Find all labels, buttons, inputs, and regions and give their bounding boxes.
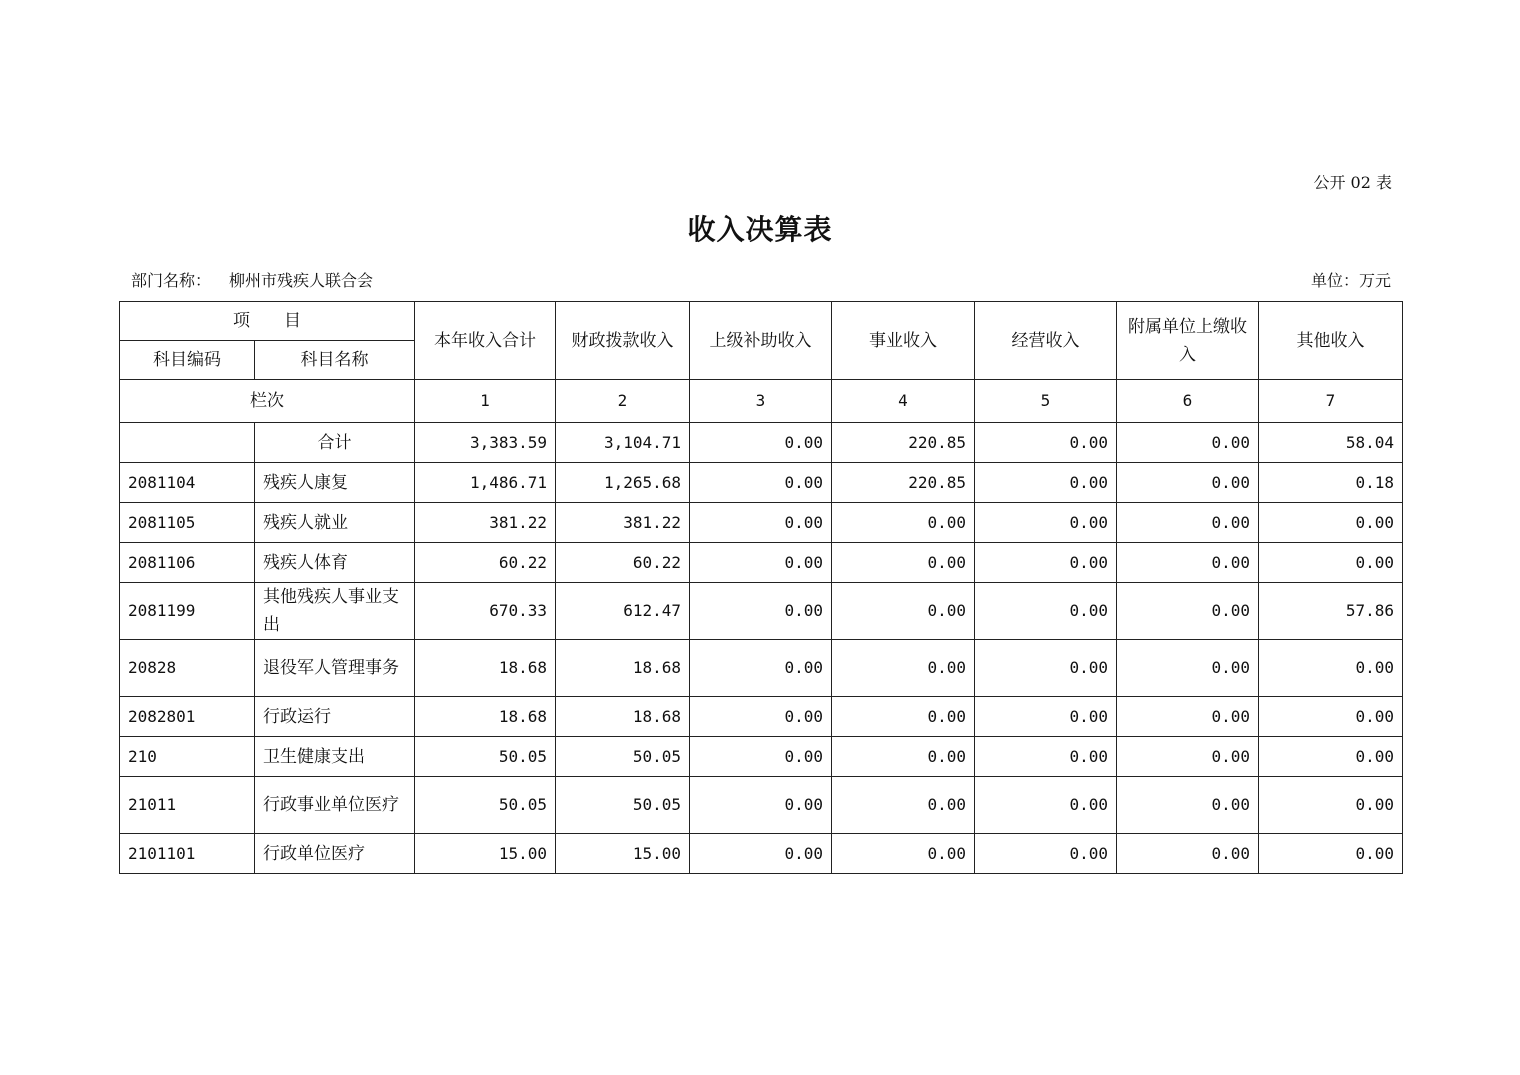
row-value: 0.00	[975, 463, 1117, 503]
index-num: 2	[556, 380, 690, 423]
row-value: 0.00	[690, 583, 832, 640]
header-name: 科目名称	[255, 341, 415, 380]
row-value: 0.00	[1117, 737, 1259, 777]
row-value: 0.00	[690, 503, 832, 543]
row-value: 0.00	[975, 834, 1117, 874]
row-code: 2082801	[120, 697, 255, 737]
header-col-superior: 上级补助收入	[690, 302, 832, 380]
row-value: 0.00	[1259, 777, 1403, 834]
row-value: 18.68	[556, 640, 690, 697]
total-value: 3,104.71	[556, 423, 690, 463]
row-value: 0.00	[1259, 737, 1403, 777]
row-code: 2101101	[120, 834, 255, 874]
row-value: 0.00	[1259, 640, 1403, 697]
page-title: 收入决算表	[687, 213, 833, 246]
total-value: 0.00	[1117, 423, 1259, 463]
row-value: 0.00	[975, 777, 1117, 834]
department-name: 柳州市残疾人联合会	[229, 271, 374, 290]
total-value: 0.00	[690, 423, 832, 463]
row-value: 0.00	[975, 697, 1117, 737]
row-value: 0.00	[690, 777, 832, 834]
table-row	[120, 640, 1403, 697]
row-value: 0.00	[832, 503, 975, 543]
index-num: 3	[690, 380, 832, 423]
row-code: 2081104	[120, 463, 255, 503]
row-value: 0.00	[1259, 503, 1403, 543]
row-value: 18.68	[415, 640, 556, 697]
row-value: 60.22	[415, 543, 556, 583]
row-value: 0.00	[1259, 543, 1403, 583]
row-value: 60.22	[556, 543, 690, 583]
header-item: 项 目	[120, 302, 415, 341]
row-name: 行政运行	[255, 697, 415, 737]
row-value: 1,265.68	[556, 463, 690, 503]
row-value: 0.00	[832, 777, 975, 834]
row-value: 0.00	[975, 583, 1117, 640]
row-value: 0.00	[832, 583, 975, 640]
row-value: 0.00	[975, 543, 1117, 583]
row-value: 0.00	[1117, 583, 1259, 640]
table-row	[120, 697, 1403, 737]
index-label: 栏次	[120, 380, 415, 423]
row-value: 50.05	[556, 777, 690, 834]
row-name: 其他残疾人事业支出	[255, 583, 415, 640]
row-value: 0.00	[1259, 834, 1403, 874]
unit-label: 单位：万元	[1310, 271, 1391, 290]
header-row-1	[120, 302, 1403, 341]
row-value: 0.00	[975, 640, 1117, 697]
form-code: 公开 02 表	[1313, 173, 1392, 192]
row-value: 0.00	[1117, 777, 1259, 834]
index-num: 4	[832, 380, 975, 423]
row-value: 0.00	[1117, 463, 1259, 503]
table-row	[120, 834, 1403, 874]
row-name: 卫生健康支出	[255, 737, 415, 777]
index-num: 1	[415, 380, 556, 423]
row-value: 0.00	[975, 503, 1117, 543]
index-num: 5	[975, 380, 1117, 423]
header-col-fiscal: 财政拨款收入	[556, 302, 690, 380]
row-value: 0.00	[832, 697, 975, 737]
table-row	[120, 463, 1403, 503]
row-name: 残疾人康复	[255, 463, 415, 503]
row-code: 21011	[120, 777, 255, 834]
row-value: 0.00	[690, 834, 832, 874]
header-col-total: 本年收入合计	[415, 302, 556, 380]
department	[131, 268, 373, 291]
row-value: 220.85	[832, 463, 975, 503]
row-value: 18.68	[415, 697, 556, 737]
index-num: 6	[1117, 380, 1259, 423]
total-value: 3,383.59	[415, 423, 556, 463]
table-row	[120, 737, 1403, 777]
row-value: 0.00	[975, 737, 1117, 777]
row-value: 0.00	[690, 697, 832, 737]
row-value: 0.00	[1117, 543, 1259, 583]
row-value: 670.33	[415, 583, 556, 640]
table-row	[120, 503, 1403, 543]
department-label: 部门名称：	[131, 271, 212, 290]
row-value: 15.00	[415, 834, 556, 874]
row-value: 0.00	[832, 834, 975, 874]
row-value: 0.00	[1117, 640, 1259, 697]
row-value: 381.22	[556, 503, 690, 543]
header-col-business: 事业收入	[832, 302, 975, 380]
row-value: 15.00	[556, 834, 690, 874]
row-value: 50.05	[415, 737, 556, 777]
header-col-affiliated: 附属单位上缴收入	[1117, 302, 1259, 380]
total-value: 58.04	[1259, 423, 1403, 463]
table-row	[120, 583, 1403, 640]
row-value: 0.00	[1117, 834, 1259, 874]
row-name: 残疾人就业	[255, 503, 415, 543]
row-value: 0.00	[690, 543, 832, 583]
row-name: 行政单位医疗	[255, 834, 415, 874]
row-value: 0.18	[1259, 463, 1403, 503]
header-code: 科目编码	[120, 341, 255, 380]
row-value: 18.68	[556, 697, 690, 737]
row-value: 50.05	[415, 777, 556, 834]
table-row	[120, 777, 1403, 834]
row-code: 2081199	[120, 583, 255, 640]
row-value: 0.00	[832, 737, 975, 777]
row-value: 0.00	[1117, 697, 1259, 737]
row-name: 行政事业单位医疗	[255, 777, 415, 834]
row-value: 1,486.71	[415, 463, 556, 503]
row-value: 381.22	[415, 503, 556, 543]
row-code: 210	[120, 737, 255, 777]
header-col-other: 其他收入	[1259, 302, 1403, 380]
total-label: 合计	[255, 423, 415, 463]
index-num: 7	[1259, 380, 1403, 423]
income-table	[119, 301, 1403, 874]
row-value: 57.86	[1259, 583, 1403, 640]
row-value: 612.47	[556, 583, 690, 640]
row-code: 2081106	[120, 543, 255, 583]
row-value: 0.00	[690, 737, 832, 777]
row-name: 退役军人管理事务	[255, 640, 415, 697]
total-value: 220.85	[832, 423, 975, 463]
header-col-operating: 经营收入	[975, 302, 1117, 380]
row-value: 0.00	[1259, 697, 1403, 737]
table-row	[120, 543, 1403, 583]
row-name: 残疾人体育	[255, 543, 415, 583]
total-value: 0.00	[975, 423, 1117, 463]
row-value: 0.00	[690, 640, 832, 697]
row-value: 0.00	[1117, 503, 1259, 543]
total-code	[120, 423, 255, 463]
row-value: 0.00	[832, 543, 975, 583]
row-value: 50.05	[556, 737, 690, 777]
index-row	[120, 380, 1403, 423]
row-code: 2081105	[120, 503, 255, 543]
row-code: 20828	[120, 640, 255, 697]
row-value: 0.00	[690, 463, 832, 503]
total-row	[120, 423, 1403, 463]
row-value: 0.00	[832, 640, 975, 697]
